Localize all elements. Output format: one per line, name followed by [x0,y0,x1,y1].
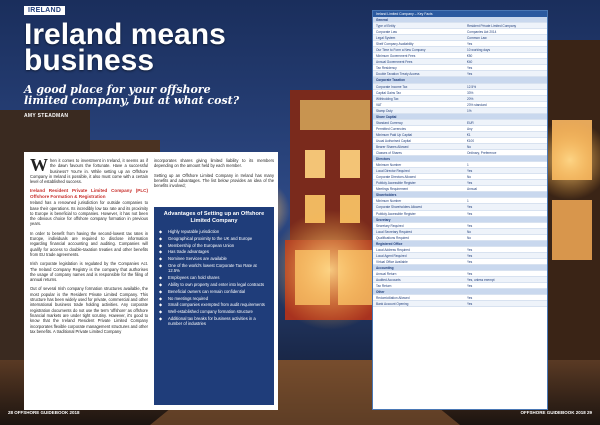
table-cell-value: Any [467,126,473,131]
table-cell-key: Shareholders [376,193,397,198]
advantage-item: ◆ Nominee Services are available [159,256,269,261]
table-cell-key: Local Secretary Required [376,229,412,234]
footer-left: 28 OFFSHORE GUIDEBOOK 2018 [8,410,80,415]
section-label: IRELAND [24,6,65,15]
table-cell-value: Yes [467,211,473,216]
advantages-list [159,229,269,327]
table-cell-value: 1 [467,199,469,204]
table-cell-value: Yes [467,42,473,47]
subheadline: A good place for your offshore limited company, but at what cost? [24,83,240,107]
advantage-item: ◆ Highly reputable jurisdiction [159,229,269,234]
article-column-2 [154,158,274,192]
table-cell-value: Yes [467,271,473,276]
table-cell-value [465,265,547,270]
table-cell-value: Yes [467,205,473,210]
table-cell-value: No [467,229,472,234]
table-body [373,17,547,307]
paragraph: In order to benefit from having the second-lowest tax rates in Europe, individuals are required to disclose information regarding financial accounting and auditing. Companies will qualify for access to double-taxation treaties and other benefits from EU trade agreements. [30,230,148,257]
table-cell-value: €100 [467,138,475,143]
table-cell-key: Annual Government Fees [376,60,413,65]
table-cell-value: Yes [467,181,473,186]
footer-right: OFFSHORE GUIDEBOOK 2018 29 [520,410,592,415]
paragraph: Irish corporate legislation is regulated by the Companies Act. The Ireland Company Registry is the company that authorises the usage of company names and is responsible for the filing of annual returns. [30,261,148,283]
table-cell-key: Shelf Company Availability [376,42,414,47]
table-cell-key: Minimum Number [376,199,402,204]
table-cell-value: 10 working days [467,48,491,53]
table-cell-key: Tax Return [376,284,392,289]
table-cell-key: Corporate Law [376,30,397,35]
table-cell-key: Permitted Currencies [376,126,406,131]
table-cell-key: Redomiciliation Allowed [376,296,410,301]
article-body [24,152,278,410]
advantage-item: ◆ Ability to own property and enter into legal contracts [159,282,269,287]
table-cell-value: Yes [467,284,473,289]
table-cell-value: €1 [467,132,471,137]
table-cell-value: No [467,144,472,149]
section-heading: Ireland Resident Private Limited Company (PLC) Offshore Formation & Registration [30,188,148,199]
table-cell-value [465,17,547,22]
advantage-item: ◆ One of the world's lowest Corporate Tax Rate at 12.5% [159,263,269,274]
advantage-item: ◆ Additional tax breaks for business activities in a number of industries [159,316,269,327]
table-cell-value [465,192,547,197]
table-cell-key: Audited Accounts [376,278,401,283]
advantage-item: ◆ Membership of the European Union [159,243,269,248]
table-cell-key: Minimum Paid Up Capital [376,132,412,137]
table-cell-value: 1% [467,108,472,113]
table-cell-key: Usual Authorised Capital [376,138,411,143]
table-cell-value: Yes [467,247,473,252]
table-cell-key: Corporate Directors Allowed [376,175,416,180]
table-cell-value: Yes, unless exempt [467,278,495,283]
byline: AMY STEADMAN [24,113,69,119]
table-cell-value: Yes [467,169,473,174]
table-cell-key: Bearer Shares Allowed [376,144,409,149]
advantage-item: ◆ Geographical proximity to the UK and Europe [159,236,269,241]
table-cell-key: Minimum Number [376,163,402,168]
drop-cap: W [30,155,48,175]
table-cell-key: Share Capital [376,114,397,119]
table-cell-value: EUR [467,120,474,125]
table-cell-key: Virtual Office Available [376,259,408,264]
table-cell-value: Annual [467,187,477,192]
paragraph: Out of several Irish company formation structures available, the most popular is the Resident Private Limited Company. This structure has been widely used for private, commercial and other international business trade holding activities. Any corporate registration documents do not use the term 'offshore' as offshore financial markets are under tight scrutiny. However, it's good to know that the Ireland Resident Private Limited Company incorporates flexible corporate management structures and other tax benefits. A traditional Private Limited Company [30,286,148,334]
table-cell-key: Corporate Shareholders Allowed [376,205,422,210]
advantages-box [154,207,274,405]
advantage-item: ◆ Well-established company formation structure [159,309,269,314]
table-cell-key: Publicly Accessible Register [376,181,416,186]
table-cell-key: Corporate Income Tax [376,84,408,89]
table-cell-key: Other [376,290,385,295]
intro-paragraph: When it comes to investment in Ireland, it seems as if the dawn favours the fortunate. Have a successful business? You're in. While setting up an Offshore Company in Ireland is possible, it also must come with a certain level of established success. [30,155,148,185]
table-cell-key: Secretary Required [376,223,404,228]
table-cell-key: Minimum Government Fees [376,54,416,59]
table-cell-key: Type of Entity [376,24,396,29]
table-cell-value: €50 [467,54,473,59]
table-cell-key: Directors [376,157,390,162]
table-cell-key: Legal System [376,36,396,41]
table-cell-value: Resident Private Limited Company [467,24,517,29]
table-cell-value: Ordinary, Preference [467,151,497,156]
table-cell-key: Bank Account Opening [376,302,409,307]
table-cell-key: Local Director Required [376,169,410,174]
table-cell-value: Yes [467,66,473,71]
advantages-title: Advantages of Setting up an Offshore Limited Company [163,211,265,224]
table-cell-value: 20% [467,96,474,101]
table-cell-value: 33% [467,90,474,95]
table-cell-value [465,77,547,82]
paragraph: incorporates shares giving limited liability to its members depending on the amount held by each member. [154,158,274,169]
table-cell-key: Registered Office [376,241,403,246]
article-column-1 [30,155,148,338]
table-cell-key: Publicly Accessible Register [376,211,416,216]
table-cell-value: Yes [467,302,473,307]
table-cell-value [465,156,547,161]
table-header: Ireland Limited Company – Key Facts [373,11,547,17]
table-cell-value: Yes [467,72,473,77]
advantage-item: ◆ Employees can hold shares [159,275,269,280]
table-cell-value: Yes [467,296,473,301]
table-cell-value [465,114,547,119]
table-cell-key: Secretary [376,217,391,222]
table-cell-value: Yes [467,259,473,264]
advantage-item: ◆ Has trade advantages [159,249,269,254]
table-cell-key: Stamp Duty [376,108,393,113]
table-cell-key: VAT [376,102,382,107]
table-cell-key: Classes of Shares [376,151,402,156]
table-cell-key: Tax Residency [376,66,397,71]
table-cell-key: Double Taxation Treaty Access [376,72,420,77]
paragraph: Setting up an Offshore Limited Company in Ireland has many benefits and advantages. The list below provides an idea of the benefits involved; [154,172,274,189]
key-facts-table [372,10,548,410]
table-cell-value: No [467,175,472,180]
headline: Ireland means business [24,18,226,77]
table-cell-key: General [376,18,388,22]
paragraph: Ireland has a renowned jurisdiction for outside companies to base their operations. Its incredibly low tax rate and its proximity to Europe is beneficial to companies. However, it has not been the obvious choice for offshore company formation in previous years. [30,200,148,227]
table-cell-key: Local Address Required [376,247,410,252]
advantage-item: ◆ Small companies exempted from audit requirements [159,302,269,307]
table-row [373,301,547,307]
table-cell-key: Withholding Tax [376,96,399,101]
table-cell-value [465,241,547,246]
table-cell-key: Meetings Requirement [376,187,409,192]
table-cell-value: 23% standard [467,102,487,107]
table-cell-key: Annual Return [376,271,397,276]
table-cell-key: Capital Gains Tax [376,90,401,95]
advantage-item: ◆ No meetings required [159,296,269,301]
table-cell-key: Standard Currency [376,120,403,125]
table-cell-value: No [467,235,472,240]
table-cell-value [465,217,547,222]
table-cell-key: Accounting [376,265,394,270]
table-cell-value: 12.5% [467,84,477,89]
table-cell-value [465,289,547,294]
table-cell-key: Qualifications Required [376,235,409,240]
table-cell-value: Companies Act 2014 [467,30,497,35]
table-cell-value: Yes [467,223,473,228]
advantage-item: ◆ Beneficial owners can remain confidential [159,289,269,294]
table-cell-key: Corporate Taxation [376,78,405,83]
table-cell-value: Common Law [467,36,487,41]
table-cell-value: €40 [467,60,473,65]
table-cell-key: Local Agent Required [376,253,407,258]
table-cell-value: Yes [467,253,473,258]
table-cell-key: Our Time to Form a New Company [376,48,426,53]
table-cell-value: 1 [467,163,469,168]
